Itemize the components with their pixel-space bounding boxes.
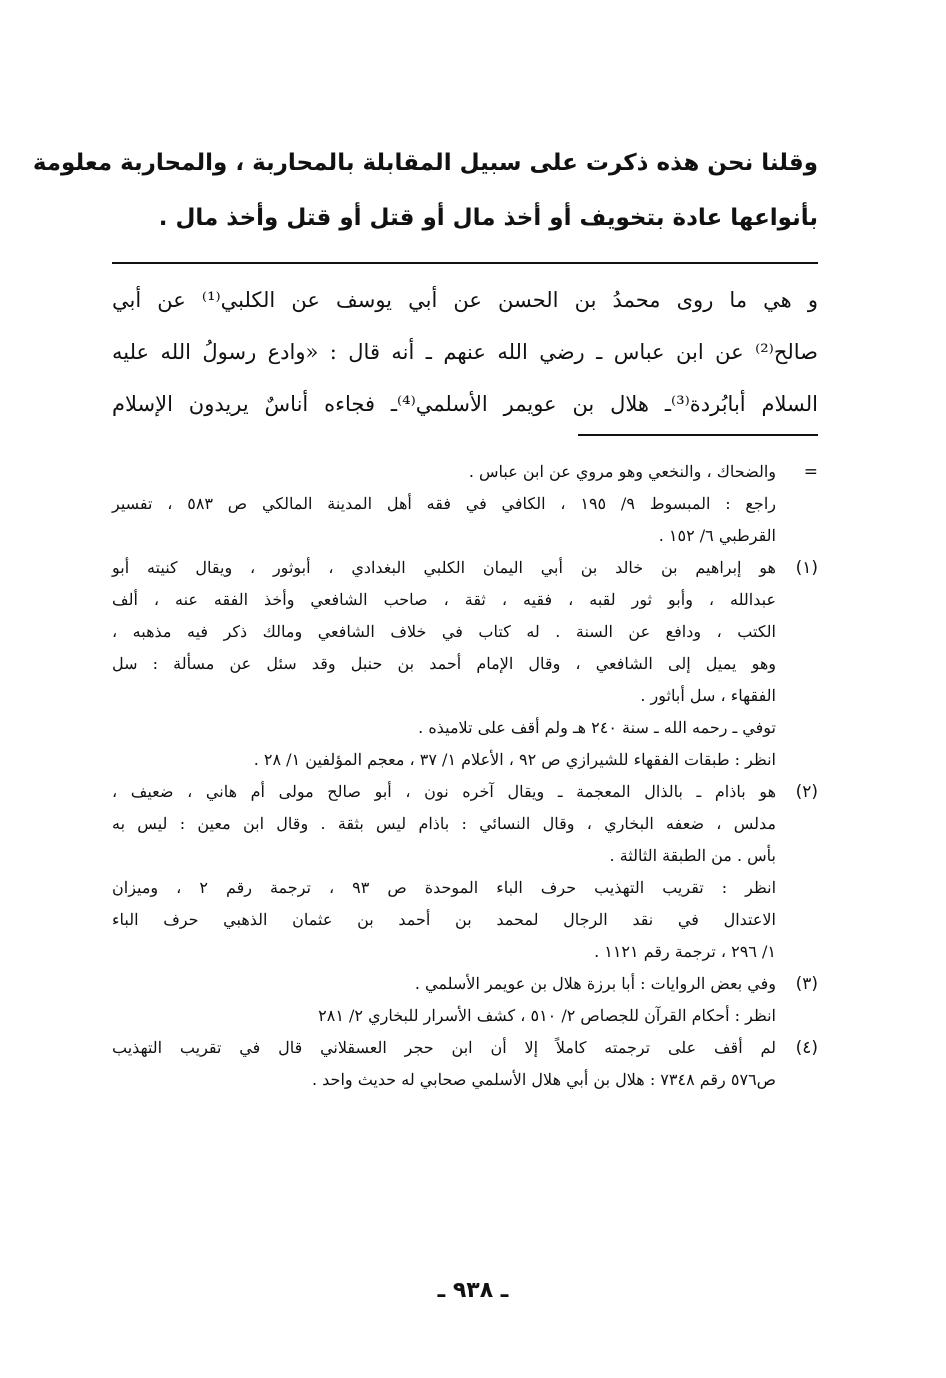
footnote-2 <box>112 776 818 968</box>
footnote-number: (٤) <box>795 1038 818 1058</box>
footnote-line: هو باذام ـ بالذال المعجمة ـ ويقال آخره نون ، أبو صالح مولى أم هاني ، ضعيف ، <box>112 782 777 801</box>
footnote-line: ١/ ٢٩٦ ، ترجمة رقم ١١٢١ . <box>594 942 776 961</box>
page-number: ـ ٩٣٨ ـ <box>437 1278 509 1303</box>
main-line-2: صالح⁽²⁾ عن ابن عباس ـ رضي الله عنهم ـ أنه قال : «وادع رسولُ الله عليه <box>112 340 818 364</box>
footnote-line: انظر : تقريب التهذيب حرف الباء الموحدة ص ٩٣ ، ترجمة رقم ٢ ، وميزان <box>112 878 777 897</box>
footnote-line: توفي ـ رحمه الله ـ سنة ٢٤٠ هـ ولم أقف على تلاميذه . <box>418 718 776 737</box>
footnote-number: (٣) <box>795 974 818 994</box>
footnote-line: هو إبراهيم بن خالد بن أبي اليمان الكلبي البغدادي ، أبوثور ، ويقال كنيته أبو <box>112 558 776 577</box>
footnote-line: وهو يميل إلى الشافعي ، وقال الإمام أحمد بن حنبل وقد سئل عن مسألة : سل <box>112 654 776 673</box>
footnote-line: انظر : أحكام القرآن للجصاص ٢/ ٥١٠ ، كشف الأسرار للبخاري ٢/ ٢٨١ <box>318 1006 776 1025</box>
footnote-line: راجع : المبسوط ٩/ ١٩٥ ، الكافي في فقه أهل المدينة المالكي ص ٥٨٣ ، تفسير <box>112 494 776 513</box>
footnote-1 <box>112 552 818 776</box>
footnote-line: بأس . من الطبقة الثالثة . <box>609 846 776 865</box>
main-line-1: و هي ما روى محمدُ بن الحسن عن أبي يوسف عن الكلبي⁽¹⁾ عن أبي <box>112 288 818 312</box>
footnote-line: وفي بعض الروايات : أبا برزة هلال بن عويمر الأسلمي . <box>414 974 776 993</box>
footnote-4 <box>112 1032 818 1096</box>
continuation-marker: = <box>803 462 818 482</box>
section-divider <box>112 262 818 264</box>
intro-line-1: وقلنا نحن هذه ذكرت على سبيل المقابلة بالمحاربة ، والمحاربة معلومة <box>32 150 818 176</box>
footnotes <box>112 456 818 1096</box>
footnote-line: عبدالله ، وأبو ثور لقبه ، فقيه ، ثقة ، صاحب الشافعي وأخذ الفقه عنه ، ألف <box>112 590 776 609</box>
footnote-line: الفقهاء ، سل أباثور . <box>640 686 776 705</box>
footnote-line: انظر : طبقات الفقهاء للشيرازي ص ٩٢ ، الأعلام ١/ ٣٧ ، معجم المؤلفين ١/ ٢٨ . <box>253 750 776 769</box>
footnote-line: مدلس ، ضعفه البخاري ، وقال النسائي : باذام ليس بثقة . وقال ابن معين : ليس به <box>112 814 776 833</box>
intro-line-2: بأنواعها عادة بتخويف أو أخذ مال أو قتل أو قتل وأخذ مال . <box>158 205 818 231</box>
main-line-3: السلام أبابُردة⁽³⁾ـ هلال بن عويمر الأسلمي⁽⁴⁾ـ فجاءه أناسٌ يريدون الإسلام <box>112 392 818 416</box>
footnote-line: الكتب ، ودافع عن السنة . له كتاب في خلاف الشافعي ومالك ذكر فيه مذهبه ، <box>112 622 776 641</box>
main-paragraph <box>112 274 818 430</box>
footnote-number: (٢) <box>795 782 818 802</box>
footnote-line: والضحاك ، والنخعي وهو مروي عن ابن عباس . <box>468 462 776 481</box>
footnote-3 <box>112 968 818 1032</box>
footnote-continued <box>112 456 818 552</box>
footnote-separator <box>578 434 818 436</box>
footnote-line: الاعتدال في نقد الرجال لمحمد بن أحمد بن عثمان الذهبي حرف الباء <box>112 910 776 929</box>
footnote-line: لم أقف على ترجمته كاملاً إلا أن ابن حجر العسقلاني قال في تقريب التهذيب <box>112 1038 776 1057</box>
footnote-line: القرطبي ٦/ ١٥٢ . <box>658 526 776 545</box>
footnote-line: ص٥٧٦ رقم ٧٣٤٨ : هلال بن أبي هلال الأسلمي صحابي له حديث واحد . <box>311 1070 776 1089</box>
footnote-number: (١) <box>795 558 818 578</box>
intro-paragraph <box>32 136 818 246</box>
